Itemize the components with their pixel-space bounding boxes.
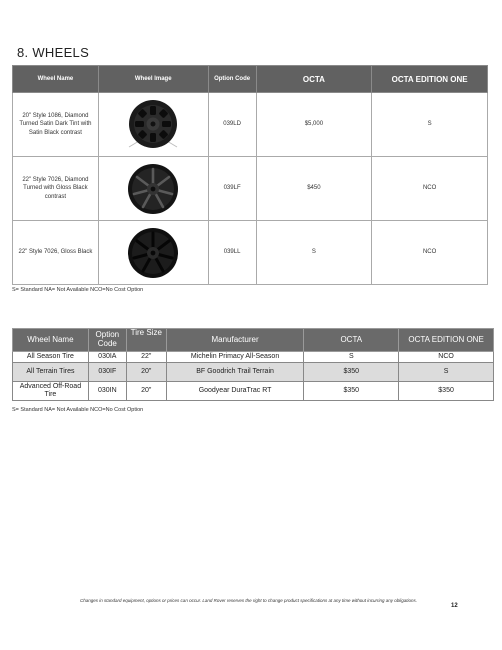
- wheels-header-row: [13, 66, 488, 93]
- header-octa-edition-one: OCTA EDITION ONE: [399, 329, 494, 352]
- page-number: 12: [451, 603, 458, 609]
- tire-name-cell: All Terrain Tires: [13, 363, 89, 382]
- octa-price-cell: S: [256, 221, 372, 285]
- wheel-name-cell: 22" Style 7026, Gloss Black: [13, 221, 99, 285]
- edition-one-price-cell: NCO: [372, 157, 488, 221]
- octa-price-cell: $5,000: [256, 93, 372, 157]
- wheel-name-cell: 22" Style 7026, Diamond Turned with Gloss Black contrast: [13, 157, 99, 221]
- tires-table: [12, 328, 494, 401]
- manufacturer-cell: Goodyear DuraTrac RT: [166, 382, 304, 401]
- header-octa-edition-one: OCTA EDITION ONE: [372, 66, 488, 93]
- octa-price-cell: $450: [256, 157, 372, 221]
- wheel-style-1086-icon: [125, 97, 181, 153]
- table-row: [13, 93, 488, 157]
- wheel-image-cell: [98, 157, 208, 221]
- option-code-cell: 030IF: [88, 363, 126, 382]
- octa-price-cell: $350: [304, 363, 399, 382]
- tires-header-row: [13, 329, 494, 352]
- header-wheel-image: Wheel Image: [98, 66, 208, 93]
- disclaimer: Changes in standard equipment, options or prices can occur. Land Rover reserves the right to change product specifications at any time without incurring any obligations.: [80, 598, 418, 603]
- table-row: [13, 363, 494, 382]
- edition-one-price-cell: S: [399, 363, 494, 382]
- edition-one-price-cell: NCO: [372, 221, 488, 285]
- manufacturer-cell: BF Goodrich Trail Terrain: [166, 363, 304, 382]
- tires-legend: S= Standard NA= Not Available NCO=No Cost Option: [12, 407, 144, 413]
- tire-name-cell: All Season Tire: [13, 352, 89, 363]
- table-row: [13, 157, 488, 221]
- option-code-cell: 030IA: [88, 352, 126, 363]
- octa-price-cell: $350: [304, 382, 399, 401]
- wheel-image-cell: [98, 93, 208, 157]
- edition-one-price-cell: $350: [399, 382, 494, 401]
- header-option-code: Option Code: [88, 329, 126, 352]
- tire-size-cell: 22": [126, 352, 166, 363]
- edition-one-price-cell: S: [372, 93, 488, 157]
- manufacturer-cell: Michelin Primacy All-Season: [166, 352, 304, 363]
- section-title: 8. WHEELS: [17, 45, 90, 60]
- table-row: [13, 382, 494, 401]
- wheel-style-7026-gloss-icon: [125, 225, 181, 281]
- header-octa: OCTA: [256, 66, 372, 93]
- option-code-cell: 030IN: [88, 382, 126, 401]
- edition-one-price-cell: NCO: [399, 352, 494, 363]
- wheels-legend: S= Standard NA= Not Available NCO=No Cost Option: [12, 287, 144, 293]
- header-manufacturer: Manufacturer: [166, 329, 304, 352]
- wheels-table: [12, 65, 488, 285]
- tire-size-cell: 20": [126, 382, 166, 401]
- header-option-code: Option Code: [208, 66, 256, 93]
- option-code-cell: 039LD: [208, 93, 256, 157]
- wheel-style-7026-diamond-icon: [125, 161, 181, 217]
- header-octa: OCTA: [304, 329, 399, 352]
- table-row: [13, 221, 488, 285]
- header-tire-size: Tire Size: [126, 329, 166, 352]
- option-code-cell: 039LF: [208, 157, 256, 221]
- octa-price-cell: S: [304, 352, 399, 363]
- header-wheel-name: Wheel Name: [13, 66, 99, 93]
- wheel-name-cell: 20" Style 1086, Diamond Turned Satin Dark Tint with Satin Black contrast: [13, 93, 99, 157]
- table-row: [13, 352, 494, 363]
- wheel-image-cell: [98, 221, 208, 285]
- option-code-cell: 039LL: [208, 221, 256, 285]
- tire-size-cell: 20": [126, 363, 166, 382]
- tire-name-cell: Advanced Off-Road Tire: [13, 382, 89, 401]
- header-wheel-name: Wheel Name: [13, 329, 89, 352]
